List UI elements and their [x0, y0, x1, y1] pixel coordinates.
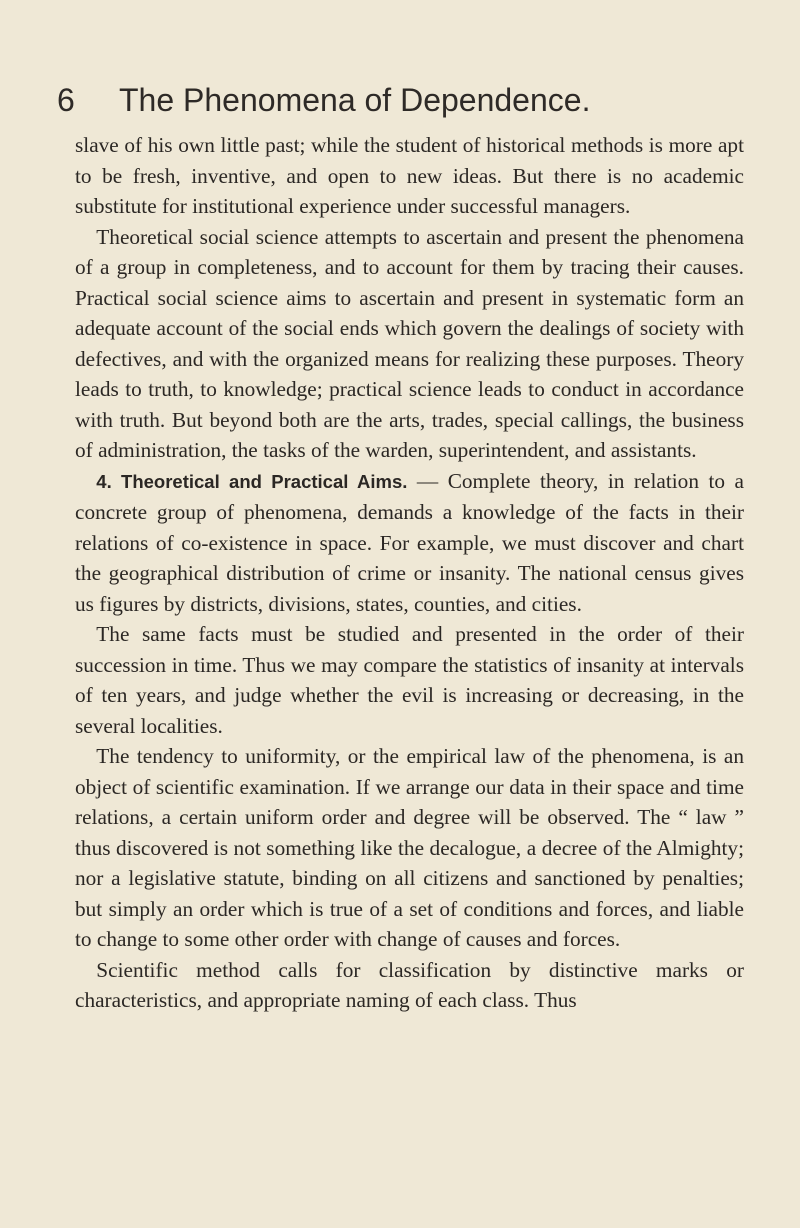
section-heading: 4. Theoretical and Practical Aims.: [96, 470, 408, 492]
paragraph-uniformity: The tendency to uniformity, or the empirical law of the phenomena, is an object of scientific examination. If we arrange our data in their space and time relations, a certain uniform order and degree will be observed. The “ law ” thus discovered is not something like the decalogue, a decree of the Almighty; nor a legislative statute, binding on all citizens and sanctioned by penalties; but simply an order which is true of a set of conditions and forces, and liable to change to some other order with change of causes and forces.: [75, 744, 744, 951]
paragraph-classification: Scientific method calls for classification by distinctive marks or characteristics, and appropriate naming of each class. Thus: [75, 957, 744, 1012]
paragraph-section-4: [75, 466, 744, 620]
paragraph-theoretical-social-science: Theoretical social science attempts to ascertain and present the phenomena of a group in completeness, and to account for them by tracing their causes. Practical social science aims to ascertain and present in systematic form an adequate account of the social ends which govern the dealings of society with defectives, and with the organized means for realizing these purposes. Theory leads to truth, to knowledge; practical science leads to conduct in accordance with truth. But beyond both are the arts, trades, special callings, the business of administration, the tasks of the warden, superintendent, and assistants.: [75, 224, 744, 462]
running-head: [57, 78, 744, 122]
paragraph-succession-in-time: The same facts must be studied and presented in the order of their succession in time. Thus we may compare the statistics of insanity at intervals of ten years, and judge whether the evil is increasing or decreasing, in the several localities.: [75, 622, 744, 738]
body-text: [75, 130, 744, 1016]
page-number: 6: [57, 82, 75, 118]
section-4-text: — Complete theory, in relation to a concrete group of phenomena, demands a knowledge of the facts in their relations of co-existence in space. For example, we must discover and chart the geographical distribution of crime or insanity. The national census gives us figures by districts, divisions, states, counties, and cities.: [75, 468, 744, 616]
running-title: The Phenomena of Dependence.: [119, 82, 591, 118]
paragraph-continued: slave of his own little past; while the student of historical methods is more apt to be fresh, inventive, and open to new ideas. But there is no academic substitute for institutional experience under successful managers.: [75, 133, 744, 218]
